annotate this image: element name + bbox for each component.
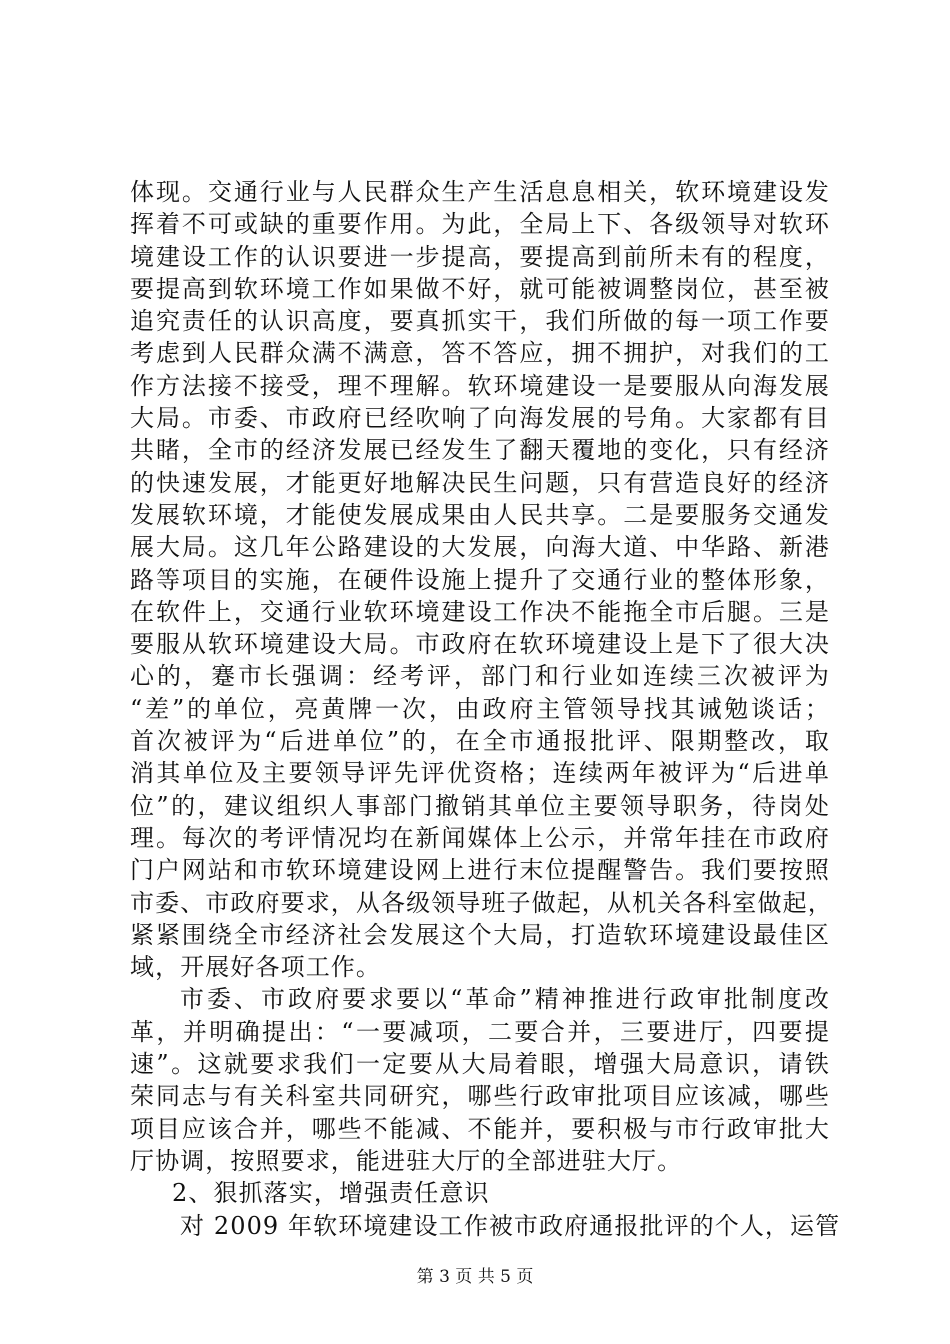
text-line: 首次被评为“后进单位”的，在全市通报批评、限期整改，取	[130, 727, 830, 756]
text-line: 体现。交通行业与人民群众生产生活息息相关，软环境建设发	[130, 178, 830, 206]
text-line: 追究责任的认识高度，要真抓实干，我们所做的每一项工作要	[130, 307, 830, 336]
text-line: 荣同志与有关科室共同研究，哪些行政审批项目应该减，哪些	[130, 1082, 830, 1111]
text-line: 位”的，建议组织人事部门撤销其单位主要领导职务，待岗处	[130, 791, 830, 820]
text-line: “差”的单位，亮黄牌一次，由政府主管领导找其诫勉谈话；	[130, 694, 830, 723]
text-line: 域，开展好各项工作。	[130, 953, 381, 982]
text-line: 在软件上，交通行业软环境建设工作决不能拖全市后腿。三是	[130, 597, 830, 626]
text-line: 境建设工作的认识要进一步提高，要提高到前所未有的程度，	[130, 242, 830, 271]
text-line: 对 2009 年软环境建设工作被市政府通报批评的个人，运管	[180, 1211, 841, 1240]
text-line: 理。每次的考评情况均在新闻媒体上公示，并常年挂在市政府	[130, 823, 830, 852]
text-line: 展大局。这几年公路建设的大发展，向海大道、中华路、新港	[130, 533, 830, 562]
text-line: 挥着不可或缺的重要作用。为此，全局上下、各级领导对软环	[130, 210, 830, 239]
document-body	[130, 176, 841, 1242]
text-line: 消其单位及主要领导评先评优资格；连续两年被评为“后进单	[130, 759, 830, 788]
text-line: 共睹，全市的经济发展已经发生了翻天覆地的变化，只有经济	[130, 436, 830, 465]
text-line: 项目应该合并，哪些不能减、不能并，要积极与市行政审批大	[130, 1114, 830, 1143]
text-line: 心的，蹇市长强调：经考评，部门和行业如连续三次被评为	[130, 662, 830, 691]
text-line: 作方法接不接受，理不理解。软环境建设一是要服从向海发展	[130, 371, 830, 400]
text-line: 要服从软环境建设大局。市政府在软环境建设上是下了很大决	[130, 630, 830, 659]
text-line: 发展软环境，才能使发展成果由人民共享。二是要服务交通发	[130, 500, 830, 529]
text-line: 的快速发展，才能更好地解决民生问题，只有营造良好的经济	[130, 468, 830, 497]
page-footer: 第 3 页 共 5 页	[416, 1267, 534, 1287]
text-line: 大局。市委、市政府已经吹响了向海发展的号角。大家都有目	[130, 404, 830, 433]
text-line: 速”。这就要求我们一定要从大局着眼，增强大局意识，请铁	[130, 1050, 830, 1079]
text-line: 要提高到软环境工作如果做不好，就可能被调整岗位，甚至被	[130, 274, 830, 303]
text-line: 市委、市政府要求，从各级领导班子做起，从机关各科室做起，	[130, 888, 833, 917]
text-line: 厅协调，按照要求，能进驻大厅的全部进驻大厅。	[130, 1146, 683, 1175]
text-line: 门户网站和市软环境建设网上进行末位提醒警告。我们要按照	[130, 856, 830, 885]
text-line: 考虑到人民群众满不满意，答不答应，拥不拥护，对我们的工	[130, 339, 830, 368]
text-line: 紧紧围绕全市经济社会发展这个大局，打造软环境建设最佳区	[130, 920, 830, 949]
text-line: 革，并明确提出：“一要减项，二要合并，三要进厅，四要提	[130, 1017, 830, 1046]
text-line: 市委、市政府要求要以“革命”精神推进行政审批制度改	[180, 985, 830, 1014]
text-line: 路等项目的实施，在硬件设施上提升了交通行业的整体形象，	[130, 565, 830, 594]
text-line: 2、狠抓落实，增强责任意识	[172, 1179, 490, 1208]
